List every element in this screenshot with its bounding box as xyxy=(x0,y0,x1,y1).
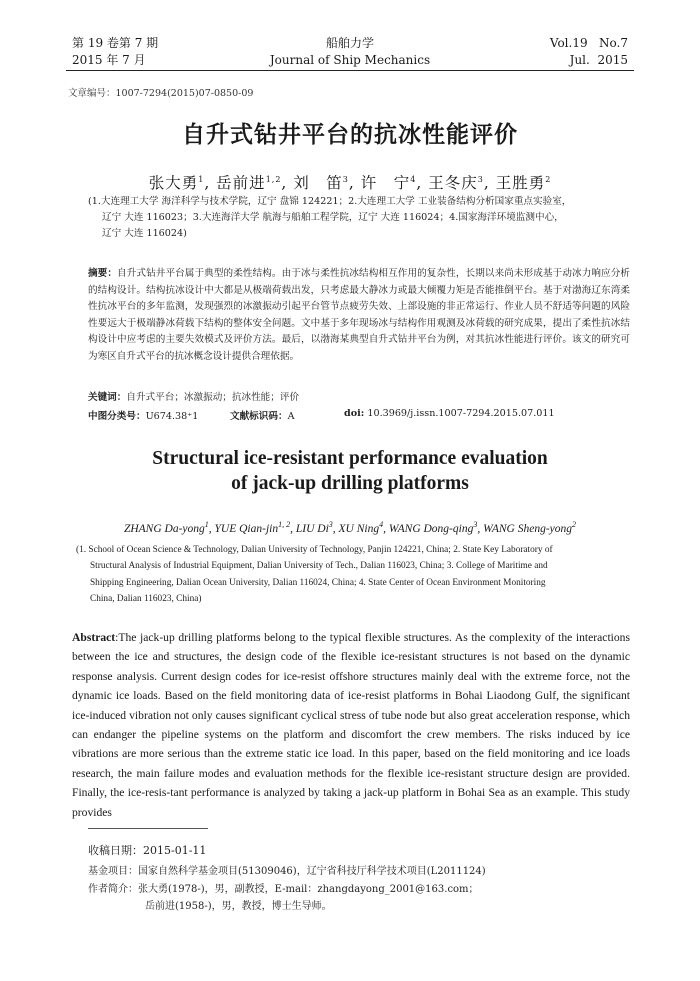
header-right xyxy=(550,35,628,69)
cn-author: 张大勇 xyxy=(148,174,199,192)
en-author: ZHANG Da-yong xyxy=(123,522,205,535)
clc-value: U674.38⁺1 xyxy=(145,411,199,422)
cn-title: 自升式钻井平台的抗冰性能评价 xyxy=(182,122,518,148)
cn-author: 王冬庆 xyxy=(428,174,478,192)
received-date xyxy=(88,842,628,858)
en-author-aff: 1, 2 xyxy=(278,520,291,529)
fund-label: 基金项目： xyxy=(88,866,138,877)
en-author-aff: 4 xyxy=(379,520,384,529)
cn-abstract-label: 摘要： xyxy=(88,268,118,279)
cn-author: 岳前进 xyxy=(216,174,266,192)
en-affiliation-line: China, Dalian 116023, China) xyxy=(90,594,202,605)
cn-author-aff: 4 xyxy=(410,174,417,184)
en-author: YUE Qian-jin xyxy=(214,522,279,535)
en-title-line: of jack-up drilling platforms xyxy=(231,473,469,494)
cn-author-aff: 2 xyxy=(545,174,552,184)
received-value: 2015-01-11 xyxy=(143,844,207,857)
fund-value: 国家自然科学基金项目(51309046)，辽宁省科技厅科学技术项目(L2011124) xyxy=(138,866,486,877)
author-note-1: 张大勇(1978-)，男，副教授，E-mail：zhangdayong_2001@163.com； xyxy=(138,884,479,895)
header-center xyxy=(72,35,628,69)
doc-code-field xyxy=(230,408,295,422)
doi-label: doi: xyxy=(344,408,365,419)
cn-abstract xyxy=(88,266,630,366)
vol-no: Vol.19 No.7 xyxy=(549,36,628,50)
cn-author: 刘 笛 xyxy=(293,174,343,192)
doi-value: 10.3969/j.issn.1007-7294.2015.07.011 xyxy=(367,408,555,419)
en-author: WANG Sheng-yong xyxy=(483,522,573,535)
en-author: XU Ning xyxy=(338,522,380,535)
running-header xyxy=(72,35,628,69)
cn-author-aff: 1 xyxy=(198,174,205,184)
author-note-second xyxy=(145,897,685,912)
en-author: WANG Dong-qing xyxy=(388,522,474,535)
date-en: Jul. 2015 xyxy=(569,53,628,67)
footnote-rule xyxy=(88,828,208,829)
doi-field xyxy=(344,408,555,419)
author-note xyxy=(88,880,628,895)
cn-author-aff: 3 xyxy=(342,174,349,184)
fund-note xyxy=(88,862,628,877)
cn-affiliation-line: 辽宁 大连 116024) xyxy=(102,228,187,239)
doc-code-label: 文献标识码： xyxy=(230,411,288,422)
received-label: 收稿日期： xyxy=(88,844,143,857)
cn-abstract-text: 自升式钻井平台属于典型的柔性结构。由于冰与柔性抗冰结构相互作用的复杂性，长期以来尚未形成基于动冰力响应分析的结构设计。结构抗冰设计中大都是从极端荷载出发，只考虑最大静冰力或最大倾覆力矩是否能推倒平台。基于对渤海辽东湾柔性抗冰平台的多年监测，发现强烈的冰激振动引起平台管节点疲劳失效、上部设施的非正常运行、作业人员不舒适等问题的风险性要远大于极端静冰荷载下结构的整体安全问题。文中基于多年现场冰与结构作用观测及冰荷载的研究成果，提出了柔性抗冰结构设计中应考虑的主要失效模式及评价方法。最后，以渤海某典型自升式钻井平台为例，对其抗冰性能进行评价。该文的研究可为寒区自升式平台的抗冰概念设计提供合理依据。 xyxy=(88,268,631,362)
cn-affiliations xyxy=(88,194,628,242)
clc-label: 中图分类号： xyxy=(88,411,146,422)
issue-cn: 第 19 卷第 7 期 xyxy=(72,36,159,50)
en-title-line: Structural ice-resistant performance evaluation xyxy=(152,448,548,469)
en-abstract-text: :The jack-up drilling platforms belong to the typical flexible structures. As the complexity of the interactions between the ice and structures, the design code of the flexible ice-resistant structures is not based on the dynamic response analysis. Current design codes for ice-resist offshore structures mainly deal with the extreme force, not the dynamic ice loads. Based on the field monitoring data of ice-resist platforms in Bohai Liaodong Gulf, the significant ice-induced vibration not only causes significant cyclical stress of tube node but also great acceleration response, which can endanger the pipeline systems on the platform and discomfort the crew members. The risks induced by ice vibrations are more serious than the extreme static ice load. In this paper, based on the field monitoring and ice loads research, the main failure modes and evaluation methods for the flexible ice-resistant structure design are provided. Finally, the ice-resis-tant performance is analyzed by taking a jack-up platform in Bohai Sea as an example. This study provides xyxy=(72,631,630,819)
cn-keywords xyxy=(88,389,630,403)
en-affiliation-line: Structural Analysis of Industrial Equipment, Dalian University of Tech., Dalian 116023, China; 3. College of Maritime and xyxy=(90,561,548,572)
cn-keywords-label: 关键词： xyxy=(88,392,127,403)
en-abstract-label: Abstract xyxy=(72,631,116,644)
en-authors: ZHANG Da-yong$^1$, YUE Qian-jin$^{1, 2}$, LIU Di$^3$, XU Ning$^4$, WANG Dong-qing$^3$, WANG Sheng-yong$^2$ xyxy=(123,520,577,535)
cn-author: 王胜勇 xyxy=(495,174,546,192)
en-author-aff: 3 xyxy=(328,520,333,529)
cn-keywords-text: 自升式平台；冰激振动；抗冰性能；评价 xyxy=(126,392,300,403)
en-affiliation-line: (1. School of Ocean Science & Technology, Dalian University of Technology, Panjin 124221, China; 2. State Key Laboratory of xyxy=(76,545,553,555)
en-affiliations xyxy=(76,542,628,608)
date-cn: 2015 年 7 月 xyxy=(72,53,146,67)
author-note-label: 作者简介： xyxy=(88,884,138,895)
en-abstract xyxy=(72,628,630,822)
journal-en: Journal of Ship Mechanics xyxy=(269,53,431,67)
en-title xyxy=(0,446,700,496)
author-note-2: 岳前进(1958-)，男，教授，博士生导师。 xyxy=(145,901,332,912)
cn-authors: 张大勇$^1$, 岳前进$^{1,2}$, 刘 笛$^3$, 许 宁$^4$, 王冬庆$^3$, 王胜勇$^2$ xyxy=(148,174,552,192)
cn-affiliation-line: 辽宁 大连 116023；3.大连海洋大学 航海与船舶工程学院，辽宁 大连 116024；4.国家海洋环境监测中心， xyxy=(102,212,564,223)
article-number: 文章编号：1007-7294(2015)07-0850-09 xyxy=(68,88,254,99)
cn-author-aff: 3 xyxy=(477,174,484,184)
cn-affiliation-line: (1.大连理工大学 海洋科学与技术学院，辽宁 盘锦 124221；2.大连理工大学 工业装备结构分析国家重点实验室， xyxy=(88,196,572,207)
en-author-aff: 2 xyxy=(572,520,577,529)
doc-code-value: A xyxy=(287,411,295,422)
clc-field xyxy=(88,411,198,422)
en-author-aff: 3 xyxy=(473,520,478,529)
journal-cn: 船舶力学 xyxy=(325,36,374,50)
en-affiliation-line: Shipping Engineering, Dalian Ocean University, Dalian 116024, China; 4. State Center of Ocean Environment Monitoring xyxy=(90,577,546,588)
header-rule xyxy=(66,70,634,71)
cn-author: 许 宁 xyxy=(360,174,411,192)
classification-line xyxy=(88,408,630,422)
cn-author-aff: 1,2 xyxy=(265,174,282,184)
en-author-aff: 1 xyxy=(204,520,209,529)
en-author: LIU Di xyxy=(295,522,329,535)
